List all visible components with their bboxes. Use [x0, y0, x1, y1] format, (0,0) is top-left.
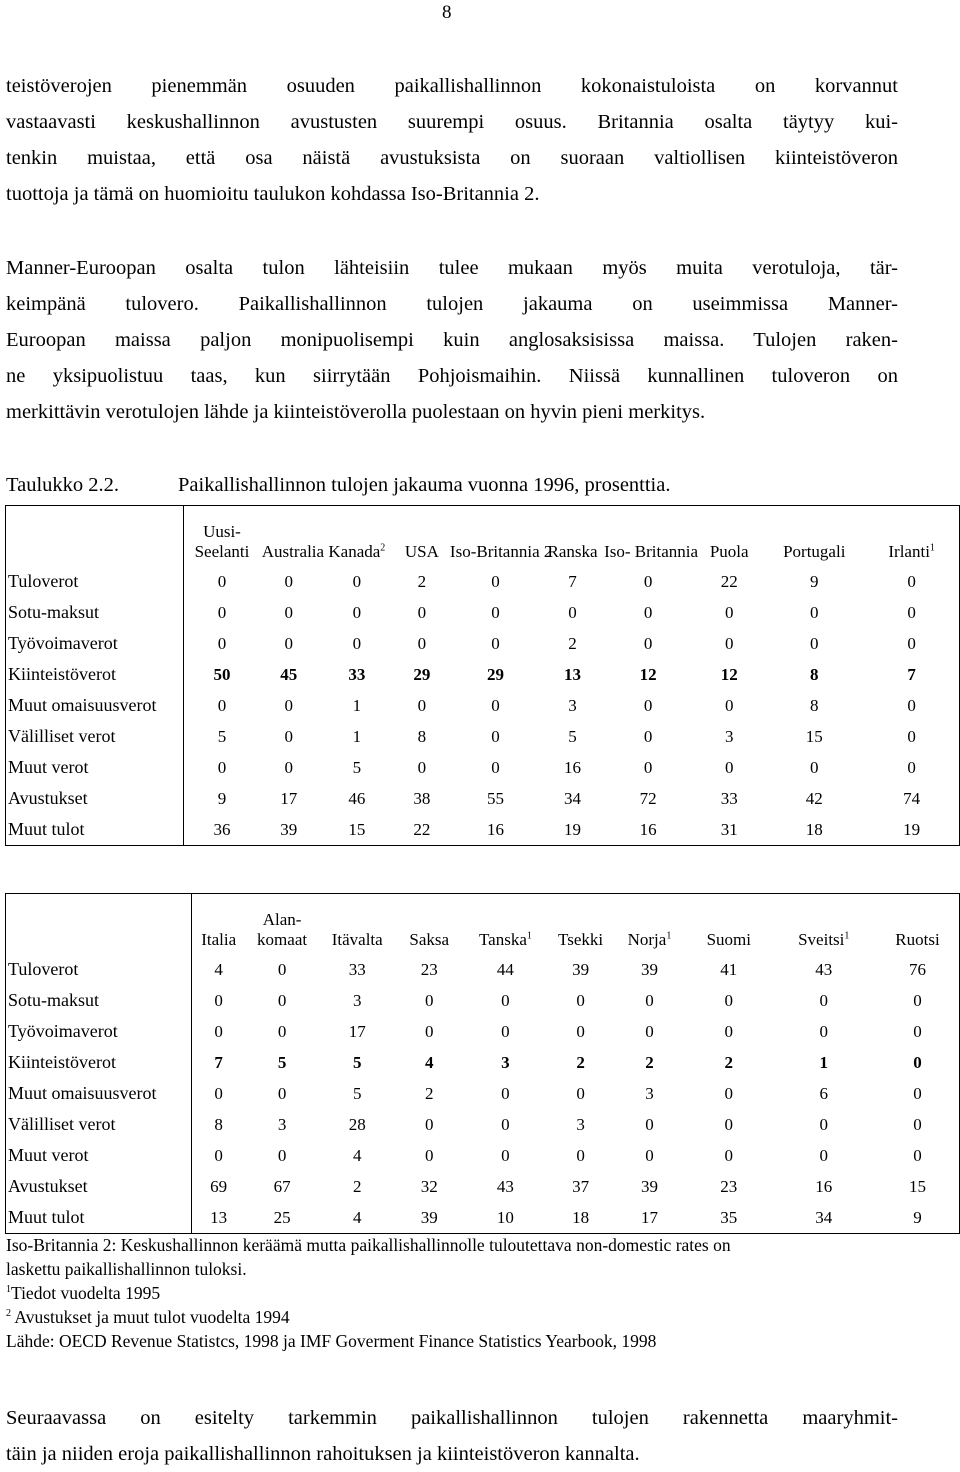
table-cell: 0: [277, 959, 287, 979]
table-cell: 0: [424, 990, 434, 1010]
source-note: Lähde: OECD Revenue Statistcs, 1998 ja IMF Goverment Finance Statistics Yearbook, 1998: [6, 1331, 657, 1351]
table-cell: 2: [424, 1083, 434, 1103]
column-header-label: komaat: [257, 930, 308, 949]
table-cell: 0: [645, 990, 654, 1010]
column-header: [772, 894, 876, 955]
table-cell: 29: [413, 664, 431, 684]
table-cell: 34: [815, 1207, 833, 1227]
table-cell: 0: [913, 1145, 922, 1165]
table-cell: 0: [724, 1021, 734, 1041]
table-cell: 17: [348, 1021, 366, 1041]
table-cell: 15: [805, 726, 823, 746]
table-cell: 0: [417, 695, 427, 715]
column-header: [319, 894, 396, 955]
table-cell: 0: [819, 1145, 828, 1165]
table-cell: 9: [810, 571, 819, 591]
text-line: täin ja niiden eroja paikallishallinnon rahoituksen ja kiinteistöveron kannalta.: [6, 1443, 640, 1465]
table-cell: 39: [640, 959, 658, 979]
table-cell: 2: [417, 571, 427, 591]
table-cell: 0: [491, 602, 500, 622]
table-row: [6, 1016, 960, 1047]
text-line: Manner-Euroopan osalta tulon lähteisiin tulee mukaan myös muita verotuloja, tär-: [6, 257, 898, 279]
table-cell: 0: [284, 633, 294, 653]
table-cell: 0: [913, 1052, 922, 1072]
table-cell: 7: [214, 1052, 223, 1072]
table-cell: 0: [643, 726, 653, 746]
table-cell: 2: [352, 1176, 362, 1196]
table-cell: 8: [214, 1114, 223, 1134]
row-label: Muut verot: [6, 1140, 192, 1171]
table-cell: 0: [217, 633, 227, 653]
table-cell: 0: [724, 990, 734, 1010]
table-row: [6, 597, 960, 628]
table-row: [6, 721, 960, 752]
table-row: [6, 1047, 960, 1078]
column-header: [191, 894, 245, 955]
table-cell: 0: [810, 757, 819, 777]
table-cell: 0: [643, 602, 653, 622]
table-cell: 18: [805, 819, 823, 839]
row-label: Muut tulot: [6, 814, 184, 846]
table-cell: 0: [501, 1145, 510, 1165]
table-cell: 0: [277, 1083, 287, 1103]
table-cell: 0: [277, 1145, 287, 1165]
column-header: [613, 894, 686, 955]
column-header: [602, 506, 699, 567]
table-cell: 17: [280, 788, 298, 808]
table-cell: 0: [217, 571, 227, 591]
text-line: Euroopan maissa paljon monipuolisempi kuin anglosaksisissa maissa. Tulojen raken-: [6, 329, 898, 351]
table-cell: 5: [352, 1052, 362, 1072]
table-cell: 12: [720, 664, 738, 684]
column-header-label: Tsekki: [558, 930, 604, 949]
row-label: Muut tulot: [6, 1202, 192, 1234]
table-cell: 0: [214, 1083, 223, 1103]
table-cell: 0: [724, 1145, 734, 1165]
table-cell: 0: [724, 602, 734, 622]
table-number: Taulukko 2.2.: [6, 474, 120, 496]
row-label: Muut omaisuusverot: [6, 690, 184, 721]
table-cell: 33: [348, 664, 366, 684]
row-label: Tuloverot: [6, 566, 184, 597]
table-cell: 0: [501, 1114, 510, 1134]
table-cell: 32: [420, 1176, 438, 1196]
column-header-label: USA: [404, 542, 439, 561]
table-cell: 0: [417, 602, 427, 622]
note-2-text: Avustukset ja muut tulot vuodelta 1994: [11, 1307, 290, 1327]
column-header-label: Seelanti: [194, 542, 250, 561]
table-cell: 69: [210, 1176, 228, 1196]
table-cell: 0: [907, 602, 916, 622]
table-cell: 10: [496, 1207, 514, 1227]
table-cell: 0: [424, 1145, 434, 1165]
table-cell: 0: [352, 633, 362, 653]
table-row: [6, 1078, 960, 1109]
column-header: [543, 506, 602, 567]
table-cell: 15: [348, 819, 366, 839]
table-row: [6, 1109, 960, 1140]
table-cell: 0: [907, 633, 916, 653]
table-cell: 0: [568, 602, 577, 622]
table-cell: 74: [903, 788, 921, 808]
column-header-label: Ranska: [547, 542, 598, 561]
table-cell: 3: [277, 1114, 287, 1134]
column-header-label: Norja: [627, 930, 667, 949]
text-line: ne yksipuolistuu taas, kun siirrytään Pohjoismaihin. Niissä kunnallinen tuloveron on: [6, 365, 898, 387]
table-cell: 7: [907, 664, 916, 684]
text-line: tenkin muistaa, että osa näistä avustuksista on suoraan valtiollisen kiinteistöveron: [6, 147, 898, 169]
table-cell: 0: [645, 1145, 654, 1165]
column-header: [448, 506, 553, 567]
column-header: [318, 506, 396, 567]
footnote-mark: 1: [666, 930, 672, 942]
header-row: [6, 506, 960, 567]
table-cell: 0: [645, 1021, 654, 1041]
column-header: [694, 506, 764, 567]
table-cell: 3: [501, 1052, 510, 1072]
footnote-mark: 2: [380, 542, 386, 554]
table-cell: 8: [417, 726, 427, 746]
row-label: Välilliset verot: [6, 721, 184, 752]
column-header-label: Suomi: [706, 930, 751, 949]
table-cell: 0: [284, 757, 294, 777]
table-cell: 6: [819, 1083, 828, 1103]
table-cell: 0: [424, 1021, 434, 1041]
row-label: Kiinteistöverot: [6, 1047, 192, 1078]
table-cell: 1: [352, 695, 362, 715]
table-row: [6, 954, 960, 985]
table-cell: 23: [720, 1176, 738, 1196]
footnote-mark: 1: [929, 542, 935, 554]
table-cell: 0: [284, 602, 294, 622]
table-cell: 0: [214, 1021, 223, 1041]
table-title: Paikallishallinnon tulojen jakauma vuonna 1996, prosenttia.: [178, 474, 671, 496]
header-corner: [6, 894, 192, 955]
revenue-table-2: [5, 893, 960, 1234]
table-cell: 0: [417, 633, 427, 653]
table-row: [6, 1140, 960, 1171]
table-cell: 0: [214, 990, 223, 1010]
table-cell: 0: [913, 990, 922, 1010]
table-cell: 0: [643, 633, 653, 653]
table-row: [6, 814, 960, 846]
column-header-line: Uusi-: [203, 522, 241, 541]
row-label: Sotu-maksut: [6, 597, 184, 628]
table-cell: 1: [352, 726, 362, 746]
row-label: Avustukset: [6, 783, 184, 814]
column-header-label: Saksa: [409, 930, 450, 949]
table-cell: 0: [643, 757, 653, 777]
table-cell: 12: [639, 664, 657, 684]
table-cell: 5: [277, 1052, 287, 1072]
table-cell: 39: [420, 1207, 438, 1227]
table-cell: 46: [348, 788, 366, 808]
table-cell: 3: [576, 1114, 585, 1134]
table-cell: 34: [564, 788, 582, 808]
table-row: [6, 985, 960, 1016]
table-cell: 43: [496, 1176, 514, 1196]
table-cell: 5: [568, 726, 577, 746]
column-header-label: Itävalta: [331, 930, 383, 949]
table-cell: 8: [810, 664, 819, 684]
row-label: Työvoimaverot: [6, 1016, 192, 1047]
table-cell: 0: [576, 1145, 585, 1165]
note-iso-britannia: Iso-Britannia 2: Keskushallinnon keräämä mutta paikallishallinnolle tuloutettava non-domestic rates on: [6, 1235, 731, 1255]
note-iso-britannia-cont: laskettu paikallishallinnon tuloksi.: [6, 1259, 247, 1279]
table-cell: 0: [491, 695, 500, 715]
column-header-line: Alan-: [262, 910, 302, 929]
table-row: [6, 1202, 960, 1234]
table-cell: 3: [568, 695, 577, 715]
table-cell: 22: [413, 819, 431, 839]
table-cell: 0: [501, 1021, 510, 1041]
table-cell: 28: [348, 1114, 366, 1134]
column-header-label: Puola: [709, 542, 749, 561]
table-cell: 16: [564, 757, 582, 777]
table-cell: 0: [491, 633, 500, 653]
text-line: vastaavasti keskushallinnon avustusten suurempi osuus. Britannia osalta täytyy kui-: [6, 111, 898, 133]
table-cell: 38: [413, 788, 431, 808]
table-cell: 72: [639, 788, 657, 808]
table-cell: 22: [720, 571, 738, 591]
row-label: Tuloverot: [6, 954, 192, 985]
table-cell: 0: [576, 990, 585, 1010]
table-cell: 18: [572, 1207, 590, 1227]
table-cell: 0: [819, 1021, 828, 1041]
table-cell: 55: [486, 788, 504, 808]
table-cell: 35: [720, 1207, 738, 1227]
table-cell: 43: [815, 959, 833, 979]
table-cell: 0: [907, 757, 916, 777]
row-label: Kiinteistöverot: [6, 659, 184, 690]
table-cell: 0: [352, 571, 362, 591]
table-row: [6, 690, 960, 721]
table-cell: 0: [643, 695, 653, 715]
header-corner: [6, 506, 184, 567]
table-cell: 0: [214, 1145, 223, 1165]
table-cell: 9: [217, 788, 227, 808]
row-label: Avustukset: [6, 1171, 192, 1202]
table-cell: 39: [640, 1176, 658, 1196]
table-row: [6, 566, 960, 597]
footnote-mark: 1: [526, 930, 532, 942]
column-header: [864, 506, 959, 567]
table-cell: 16: [815, 1176, 833, 1196]
table-cell: 0: [501, 990, 510, 1010]
table-cell: 0: [217, 602, 227, 622]
table-cell: 0: [491, 571, 500, 591]
column-header-label: Kanada: [328, 542, 381, 561]
table-cell: 3: [724, 726, 734, 746]
table-cell: 0: [819, 990, 828, 1010]
text-line: keimpänä tulovero. Paikallishallinnon tulojen jakauma on useimmissa Manner-: [6, 293, 898, 315]
table-cell: 25: [273, 1207, 291, 1227]
table-cell: 5: [352, 1083, 362, 1103]
row-label: Muut verot: [6, 752, 184, 783]
table-row: [6, 628, 960, 659]
table-cell: 0: [724, 633, 734, 653]
row-label: Sotu-maksut: [6, 985, 192, 1016]
text-line: merkittävin verotulojen lähde ja kiinteistöverolla puolestaan on hyvin pieni merkitys.: [6, 401, 706, 423]
table-cell: 45: [280, 664, 298, 684]
table-cell: 0: [907, 726, 916, 746]
table-cell: 50: [213, 664, 231, 684]
table-cell: 0: [907, 695, 916, 715]
table-cell: 16: [486, 819, 504, 839]
column-header: [463, 894, 549, 955]
table-cell: 29: [486, 664, 504, 684]
table-cell: 2: [724, 1052, 734, 1072]
column-header-label: Irlanti: [888, 542, 930, 561]
column-header: [686, 894, 772, 955]
note-1-text: Tiedot vuodelta 1995: [11, 1283, 161, 1303]
column-header: [184, 506, 260, 567]
table-cell: 2: [568, 633, 577, 653]
column-header-label: Iso-Britannia 2: [449, 542, 553, 561]
table-cell: 0: [645, 1114, 654, 1134]
column-header: [764, 506, 864, 567]
table-cell: 0: [913, 1083, 922, 1103]
table-cell: 4: [424, 1052, 434, 1072]
table-cell: 7: [568, 571, 577, 591]
table-row: [6, 783, 960, 814]
column-header: [396, 506, 448, 567]
column-header-label: Iso- Britannia: [604, 542, 699, 561]
table-cell: 3: [352, 990, 362, 1010]
table-cell: 5: [217, 726, 227, 746]
paragraph-2: [6, 250, 898, 430]
table-cell: 15: [908, 1176, 926, 1196]
table-cell: 39: [280, 819, 298, 839]
paragraph-3: [6, 1400, 898, 1472]
table-cell: 23: [420, 959, 438, 979]
table-cell: 0: [284, 726, 294, 746]
column-header: [260, 506, 325, 567]
table-cell: 0: [284, 695, 294, 715]
table-notes: [6, 1233, 906, 1353]
table-cell: 4: [352, 1145, 362, 1165]
table-cell: 19: [903, 819, 921, 839]
table-cell: 67: [273, 1176, 291, 1196]
table-cell: 0: [277, 990, 287, 1010]
column-header-label: Sveitsi: [798, 930, 845, 949]
column-header: [876, 894, 960, 955]
table-cell: 0: [284, 571, 294, 591]
table-caption: [6, 474, 670, 497]
table-cell: 0: [576, 1021, 585, 1041]
note-1: [6, 1281, 906, 1305]
table-cell: 41: [720, 959, 738, 979]
table-cell: 0: [907, 571, 916, 591]
table-cell: 36: [213, 819, 231, 839]
table-cell: 33: [348, 959, 366, 979]
table-cell: 0: [643, 571, 653, 591]
table-cell: 0: [724, 695, 734, 715]
table-cell: 44: [496, 959, 514, 979]
column-header-label: Italia: [201, 930, 237, 949]
table-cell: 0: [217, 695, 227, 715]
table-cell: 0: [810, 602, 819, 622]
table-cell: 8: [810, 695, 819, 715]
row-label: Välilliset verot: [6, 1109, 192, 1140]
table-cell: 13: [564, 664, 582, 684]
table-cell: 31: [720, 819, 738, 839]
text-line: tuottoja ja tämä on huomioitu taulukon kohdassa Iso-Britannia 2.: [6, 183, 540, 205]
table-cell: 0: [501, 1083, 510, 1103]
table-cell: 0: [217, 757, 227, 777]
table-cell: 9: [913, 1207, 922, 1227]
table-cell: 37: [572, 1176, 590, 1196]
note-1-mark: 1: [6, 1284, 11, 1296]
table-cell: 17: [640, 1207, 658, 1227]
column-header-label: Australia: [261, 542, 325, 561]
table-cell: 0: [724, 1114, 734, 1134]
column-header-label: Tanska: [478, 930, 527, 949]
column-header-label: Portugali: [783, 542, 846, 561]
row-label: Muut omaisuusverot: [6, 1078, 192, 1109]
table-cell: 0: [424, 1114, 434, 1134]
table-cell: 39: [572, 959, 590, 979]
table-cell: 4: [352, 1207, 362, 1227]
table-cell: 0: [277, 1021, 287, 1041]
table-cell: 16: [639, 819, 657, 839]
table-cell: 42: [805, 788, 823, 808]
table-cell: 76: [908, 959, 926, 979]
table-cell: 19: [564, 819, 582, 839]
table-cell: 0: [352, 602, 362, 622]
column-header: [548, 894, 613, 955]
footnote-mark: 1: [844, 930, 850, 942]
table-cell: 0: [576, 1083, 585, 1103]
table-cell: 2: [645, 1052, 654, 1072]
table-cell: 0: [724, 757, 734, 777]
column-header-label: Ruotsi: [895, 930, 940, 949]
paragraph-1: [6, 68, 898, 212]
table-cell: 3: [645, 1083, 654, 1103]
table-cell: 0: [819, 1114, 828, 1134]
table-cell: 5: [352, 757, 362, 777]
revenue-table-1: [5, 505, 960, 846]
table-cell: 13: [210, 1207, 228, 1227]
text-line: teistöverojen pienemmän osuuden paikallishallinnon kokonaistuloista on korvannut: [6, 75, 898, 97]
column-header: [246, 894, 319, 955]
table-cell: 1: [819, 1052, 828, 1072]
table-cell: 33: [720, 788, 738, 808]
table-cell: 0: [913, 1114, 922, 1134]
column-header: [396, 894, 463, 955]
table-cell: 0: [417, 757, 427, 777]
header-row: [6, 894, 960, 955]
table-row: [6, 752, 960, 783]
table-cell: 0: [491, 726, 500, 746]
page-number: 8: [442, 2, 452, 23]
table-cell: 0: [491, 757, 500, 777]
table-cell: 0: [810, 633, 819, 653]
table-cell: 0: [724, 1083, 734, 1103]
table-cell: 0: [913, 1021, 922, 1041]
row-label: Työvoimaverot: [6, 628, 184, 659]
table-cell: 4: [214, 959, 223, 979]
text-line: Seuraavassa on esitelty tarkemmin paikallishallinnon tulojen rakennetta maaryhmit-: [6, 1407, 898, 1429]
note-2-mark: 2: [6, 1308, 11, 1320]
table-row: [6, 659, 960, 690]
table-row: [6, 1171, 960, 1202]
note-2: [6, 1305, 906, 1329]
table-cell: 2: [576, 1052, 585, 1072]
